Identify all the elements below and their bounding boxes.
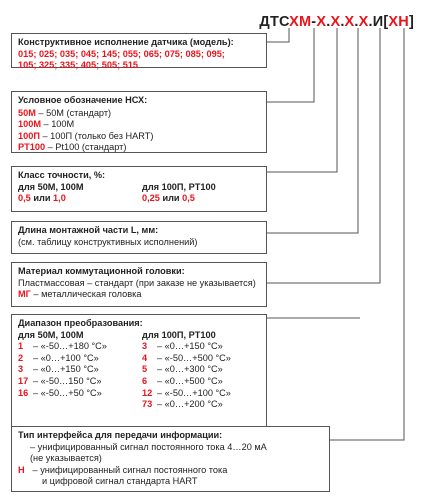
- range-code: 16: [18, 387, 29, 398]
- range-item: [18, 376, 107, 388]
- range-col2-head: для 100П, PT100: [142, 329, 216, 340]
- nsh-item: [18, 108, 260, 120]
- code-bracket-close: ]: [408, 14, 414, 30]
- range-text: – «0…+100 °С»: [33, 352, 99, 363]
- interface-hart: – унифицированный сигнал постоянного тока: [30, 464, 228, 475]
- range-code: 73: [142, 399, 153, 410]
- connector-length: [267, 28, 358, 233]
- nsh-title: Условное обозначение НСХ:: [18, 95, 148, 105]
- range-text: – «0…+500 °С»: [157, 375, 223, 386]
- range-item: [18, 341, 107, 353]
- accuracy-col2-or: или: [159, 193, 183, 204]
- connector-interface: [330, 28, 404, 440]
- accuracy-columns: [18, 182, 260, 206]
- length-box: [11, 221, 267, 254]
- range-text: – «-50…150 °С»: [33, 375, 102, 386]
- range-text: – «0…+300 °С»: [157, 364, 223, 375]
- accuracy-col1-or: или: [30, 193, 54, 204]
- accuracy-col2: [142, 182, 216, 205]
- accuracy-col1-head: для 50М, 100М: [18, 181, 84, 192]
- model-list-line2: 105; 325; 335; 405; 505; 515: [18, 60, 139, 71]
- range-code: 12: [142, 387, 153, 398]
- length-title: Длина монтажной части L, мм:: [18, 225, 159, 235]
- nsh-item: [18, 142, 260, 154]
- length-note: (см. таблицу конструктивных исполнений): [18, 236, 198, 247]
- code-field-2: Х: [330, 14, 341, 30]
- connector-head: [267, 28, 380, 283]
- code-bracket-open: [: [383, 14, 389, 30]
- nsh-code: PT100: [18, 142, 46, 153]
- code-field-3: Х: [344, 14, 355, 30]
- range-box: [11, 314, 267, 435]
- order-code: [259, 14, 414, 30]
- interface-box: [11, 426, 330, 492]
- head-metal: – металлическая головка: [30, 289, 142, 300]
- accuracy-col2-head: для 100П, PT100: [142, 181, 216, 192]
- range-item: [142, 388, 231, 400]
- range-item: [18, 364, 107, 376]
- range-code: 3: [142, 341, 148, 352]
- range-col1: [18, 330, 107, 400]
- head-code: МГ: [18, 289, 31, 300]
- nsh-text: – 50М (стандарт): [35, 107, 112, 118]
- nsh-code: 100М: [18, 119, 41, 130]
- code-dot-2: .: [340, 14, 345, 30]
- range-item: [142, 376, 231, 388]
- range-title: Диапазон преобразования:: [18, 318, 143, 328]
- code-dot-3: .: [354, 14, 359, 30]
- range-code: 6: [142, 375, 148, 386]
- range-text: – «0…+200 °С»: [157, 399, 223, 410]
- nsh-code: 100П: [18, 130, 40, 141]
- head-box: [11, 262, 267, 307]
- code-dash: -: [311, 14, 317, 30]
- accuracy-col1-a: 0,5: [18, 193, 31, 204]
- range-item: [18, 388, 107, 400]
- range-text: – «-50…+180 °С»: [33, 341, 107, 352]
- accuracy-col2-b: 0,5: [182, 193, 195, 204]
- code-field-1: Х: [316, 14, 327, 30]
- nsh-item: [18, 119, 260, 131]
- range-item: [18, 353, 107, 365]
- accuracy-box: [11, 166, 267, 212]
- range-code: 2: [18, 352, 24, 363]
- code-prefix: ДТС: [259, 14, 290, 30]
- head-title: Материал коммутационной головки:: [18, 266, 185, 276]
- range-col2: [142, 330, 231, 411]
- model-title: Конструктивное исполнение датчика (модель):: [18, 37, 234, 47]
- model-box: [11, 33, 267, 71]
- accuracy-col1: [18, 182, 84, 205]
- range-item: [142, 341, 231, 353]
- head-plastic: Пластмассовая – стандарт (при заказе не указывается): [18, 277, 256, 288]
- accuracy-title: Класс точности, %:: [18, 170, 106, 180]
- code-sep: .И: [368, 14, 384, 30]
- connector-model: [267, 28, 289, 42]
- connector-nsh: [267, 28, 314, 102]
- nsh-text: – Pt100 (стандарт): [45, 142, 127, 153]
- range-text: – «-50…+50 °С»: [33, 387, 102, 398]
- range-code: 3: [18, 364, 24, 375]
- range-item: [142, 364, 231, 376]
- accuracy-col2-a: 0,25: [142, 193, 160, 204]
- code-h: ХН: [388, 14, 409, 30]
- range-text: – «0…+150 °С»: [33, 364, 99, 375]
- interface-analog: – унифицированный сигнал постоянного тока 4…20 мА: [30, 441, 267, 452]
- range-code: 4: [142, 352, 148, 363]
- range-code: 5: [142, 364, 148, 375]
- interface-code: Н: [18, 464, 25, 475]
- nsh-box: [11, 91, 267, 153]
- range-code: 17: [18, 375, 29, 386]
- interface-title: Тип интерфейса для передачи информации:: [18, 430, 223, 440]
- range-code: 1: [18, 341, 24, 352]
- connector-accuracy: [267, 28, 337, 172]
- range-text: – «-50…+500 °С»: [157, 352, 231, 363]
- interface-analog-note: (не указывается): [30, 453, 102, 464]
- accuracy-col1-b: 1,0: [53, 193, 66, 204]
- range-text: – «0…+150 °С»: [157, 341, 223, 352]
- code-model: ХМ: [289, 14, 312, 30]
- code-dot-1: .: [326, 14, 331, 30]
- nsh-text: – 100М: [40, 119, 75, 130]
- model-list-line1: 015; 025; 035; 045; 145; 055; 065; 075; 085; 095;: [18, 48, 225, 59]
- range-text: – «-50…+100 °С»: [157, 387, 231, 398]
- nsh-item: [18, 131, 260, 143]
- code-field-4: Х: [358, 14, 369, 30]
- nsh-code: 50М: [18, 107, 36, 118]
- nsh-text: – 100П (только без HART): [39, 130, 154, 141]
- range-item: [142, 353, 231, 365]
- interface-hart-note: и цифровой сигнал стандарта HART: [42, 476, 198, 487]
- range-item: [142, 399, 231, 411]
- range-col1-head: для 50М, 100М: [18, 329, 84, 340]
